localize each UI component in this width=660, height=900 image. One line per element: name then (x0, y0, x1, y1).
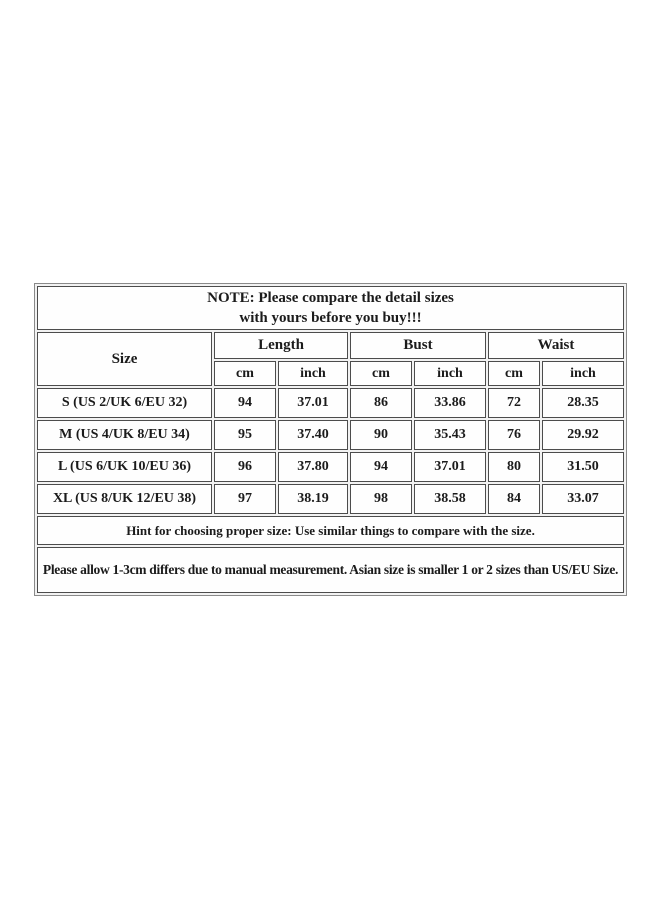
size-cell: S (US 2/UK 6/EU 32) (37, 388, 212, 418)
size-cell: L (US 6/UK 10/EU 36) (37, 452, 212, 482)
table-row-s (37, 388, 624, 418)
value-cell: 72 (488, 388, 540, 418)
value-cell: 37.01 (278, 388, 348, 418)
value-cell: 31.50 (542, 452, 624, 482)
value-cell: 29.92 (542, 420, 624, 450)
value-cell: 35.43 (414, 420, 486, 450)
column-group-waist: Waist (488, 332, 624, 359)
size-chart-table (34, 283, 627, 596)
value-cell: 33.86 (414, 388, 486, 418)
note-row (37, 286, 624, 330)
column-group-header-row (37, 332, 624, 359)
value-cell: 38.19 (278, 484, 348, 514)
size-cell: XL (US 8/UK 12/EU 38) (37, 484, 212, 514)
value-cell: 37.80 (278, 452, 348, 482)
value-cell: 97 (214, 484, 276, 514)
value-cell: 80 (488, 452, 540, 482)
note-cell (37, 286, 624, 330)
value-cell: 96 (214, 452, 276, 482)
disclaimer-cell: Please allow 1-3cm differs due to manual measurement. Asian size is smaller 1 or 2 sizes than US/EU Size. (37, 547, 624, 593)
size-column-header: Size (37, 332, 212, 386)
table-row-l (37, 452, 624, 482)
unit-header-bust-cm: cm (350, 361, 412, 386)
column-group-length: Length (214, 332, 348, 359)
unit-header-length-cm: cm (214, 361, 276, 386)
unit-header-length-inch: inch (278, 361, 348, 386)
value-cell: 76 (488, 420, 540, 450)
value-cell: 90 (350, 420, 412, 450)
size-cell: M (US 4/UK 8/EU 34) (37, 420, 212, 450)
hint-cell: Hint for choosing proper size: Use similar things to compare with the size. (37, 516, 624, 545)
table-row-m (37, 420, 624, 450)
unit-header-waist-inch: inch (542, 361, 624, 386)
unit-header-waist-cm: cm (488, 361, 540, 386)
disclaimer-row (37, 547, 624, 593)
unit-header-bust-inch: inch (414, 361, 486, 386)
value-cell: 37.40 (278, 420, 348, 450)
column-group-bust: Bust (350, 332, 486, 359)
note-line-1: NOTE: Please compare the detail sizes (207, 290, 454, 306)
value-cell: 33.07 (542, 484, 624, 514)
table-row-xl (37, 484, 624, 514)
value-cell: 94 (214, 388, 276, 418)
value-cell: 86 (350, 388, 412, 418)
hint-row (37, 516, 624, 545)
value-cell: 28.35 (542, 388, 624, 418)
note-line-2: with yours before you buy!!! (239, 310, 422, 326)
value-cell: 84 (488, 484, 540, 514)
value-cell: 98 (350, 484, 412, 514)
value-cell: 95 (214, 420, 276, 450)
value-cell: 37.01 (414, 452, 486, 482)
value-cell: 94 (350, 452, 412, 482)
value-cell: 38.58 (414, 484, 486, 514)
